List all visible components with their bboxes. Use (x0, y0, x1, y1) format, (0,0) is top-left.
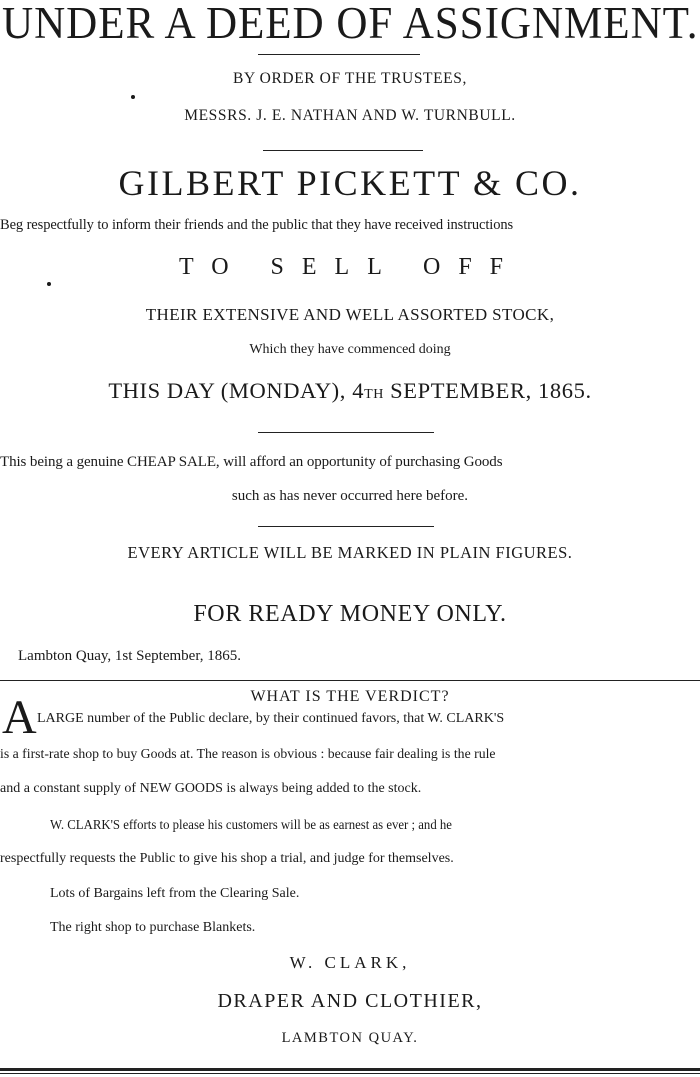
ready-money-line: FOR READY MONEY ONLY. (193, 601, 507, 627)
signature-name: W. CLARK, (289, 953, 411, 972)
to-sell-off: TO SELL OFF (178, 254, 522, 280)
bottom-border (0, 1068, 700, 1071)
printer-dot (131, 95, 135, 99)
sale-date-ordinal: TH (364, 387, 384, 402)
bottom-border-thin (0, 1073, 700, 1074)
divider (258, 54, 420, 55)
printer-dot (47, 282, 51, 286)
drop-cap: A (2, 691, 37, 744)
paragraph-2-line-1: W. CLARK'S efforts to please his customers will be as earnest as ever ; and he (50, 818, 452, 833)
trustees-line: MESSRS. J. E. NATHAN AND W. TURNBULL. (184, 107, 516, 124)
sale-date-end: SEPTEMBER, 1865. (383, 378, 592, 403)
signature-trade: DRAPER AND CLOTHIER, (217, 990, 483, 1012)
paragraph-1-line-2: is a first-rate shop to buy Goods at. The reason is obvious : because fair dealing is the rule (0, 747, 496, 762)
divider (258, 432, 434, 433)
divider (263, 150, 423, 151)
place-date: Lambton Quay, 1st September, 1865. (18, 648, 241, 664)
paragraph-1-line-3: and a constant supply of NEW GOODS is always being added to the stock. (0, 781, 422, 796)
signature-address: LAMBTON QUAY. (281, 1030, 419, 1046)
paragraph-1-line-1: LARGE number of the Public declare, by their continued favors, that W. CLARK'S (37, 711, 505, 726)
bargains-line: Lots of Bargains left from the Clearing Sale. (50, 886, 300, 901)
cheap-sale-line-1: This being a genuine CHEAP SALE, will afford an opportunity of purchasing Goods (0, 454, 503, 470)
divider (258, 526, 434, 527)
sale-date (0, 378, 700, 404)
commenced-line: Which they have commenced doing (249, 342, 451, 357)
notice-title: UNDER A DEED OF ASSIGNMENT. (2, 0, 699, 48)
verdict-heading: WHAT IS THE VERDICT? (250, 688, 450, 705)
sale-date-start: THIS DAY (MONDAY), 4 (108, 378, 365, 403)
instructions-line: Beg respectfully to inform their friends and the public that they have received instructions (0, 217, 514, 233)
cheap-sale-line-2: such as has never occurred here before. (231, 488, 469, 504)
blankets-line: The right shop to purchase Blankets. (50, 920, 256, 935)
by-order-line: BY ORDER OF THE TRUSTEES, (233, 70, 467, 87)
firm-name: GILBERT PICKETT & CO. (118, 163, 582, 203)
paragraph-2-line-2: respectfully requests the Public to give his shop a trial, and judge for themselves. (0, 851, 454, 866)
stock-line: THEIR EXTENSIVE AND WELL ASSORTED STOCK, (145, 305, 555, 324)
section-divider (0, 680, 700, 681)
plain-figures-line: EVERY ARTICLE WILL BE MARKED IN PLAIN FIGURES. (127, 543, 573, 562)
